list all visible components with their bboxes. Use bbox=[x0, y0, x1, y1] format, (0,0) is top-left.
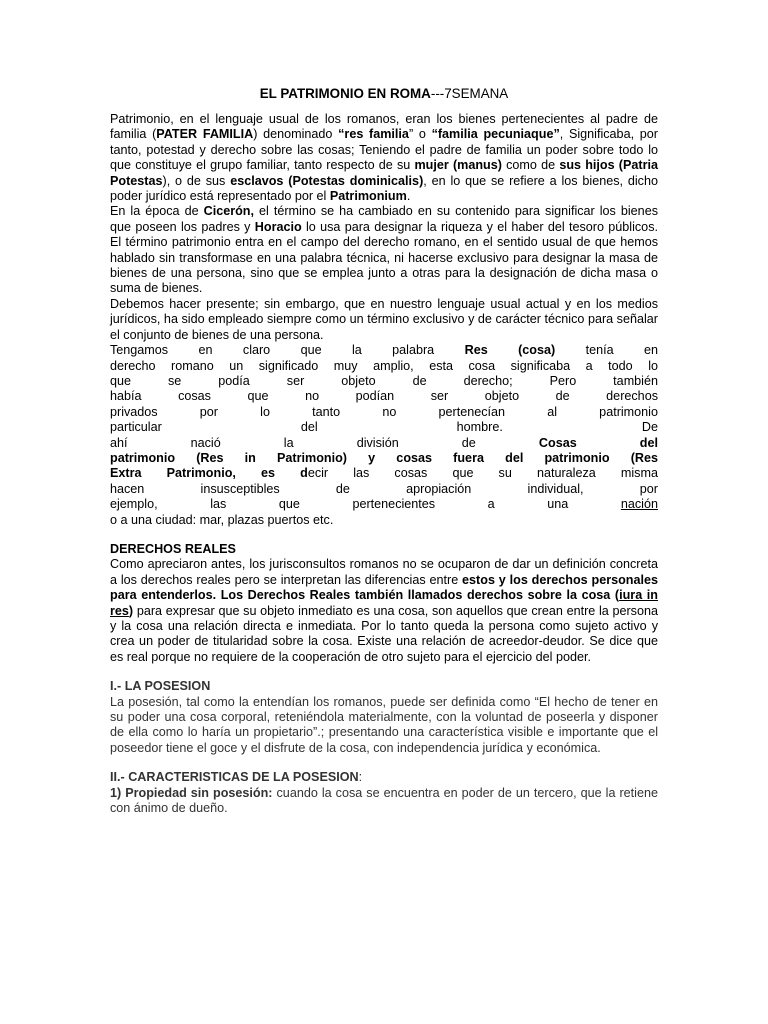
res-line-10: hacen insusceptibles de apropiación individual, por bbox=[110, 481, 658, 496]
caracteristicas-heading-text: II.- CARACTERISTICAS DE LA POSESION bbox=[110, 770, 359, 785]
res-line-12: o a una ciudad: mar, plazas puertos etc. bbox=[110, 512, 334, 527]
res-line-6: particular del hombre. De bbox=[110, 420, 658, 435]
p1-text-6: ), o de sus bbox=[162, 173, 231, 188]
res-line-9-bold: Extra Patrimonio, es d bbox=[110, 466, 308, 481]
paragraph-debemos: Debemos hacer presente; sin embargo, que en nuestro lenguaje usual actual y en los medios jurídicos, ha sido empleado siempre como un término exclusivo y de carácter técnico para señalar el conjunto de bienes de una persona. bbox=[110, 296, 658, 342]
paragraph-res-cosa bbox=[110, 343, 658, 528]
res-line-7-bold: Cosas del bbox=[538, 435, 658, 450]
title-suffix: ---7SEMANA bbox=[430, 86, 509, 101]
res-line-11 bbox=[110, 497, 658, 512]
spacer bbox=[110, 665, 658, 679]
paragraph-ciceron bbox=[110, 204, 658, 296]
p2-text-1: En la época de bbox=[110, 204, 204, 219]
p1-text-7: , en lo que se refiere a los bienes, dicho poder jurídico está representado por el bbox=[110, 173, 658, 204]
dr-underlined-iura: iura in res bbox=[110, 588, 659, 618]
spacer bbox=[110, 528, 658, 542]
dr-text-1: Como apreciaron antes, los jurisconsultos romanos no se ocuparon de dar un definición concreta a los derechos reales pero se interpretan las diferencias entre bbox=[110, 557, 658, 587]
dr-text-2: para expresar que su objeto inmediato es una cosa, son aquellos que crean entre la persona y la cosa una relación directa e inmediata. Por lo tanto queda la persona como sujeto activo y crea un poder de titularidad sobre la cosa. Existe una relación de acreedor-deudor. Se dice que es real porque no requiere de la cooperación de otro sujeto para el ejercicio del poder. bbox=[110, 603, 658, 664]
res-line-7 bbox=[110, 436, 658, 451]
p2-bold-horacio: Horacio bbox=[254, 219, 302, 234]
paragraph-la-posesion: La posesión, tal como la entendían los romanos, puede ser definida como “El hecho de tener en su poder una cosa corporal, reteniéndola materialmente, con la voluntad de poseerla y disponer de ella como lo haría un propietario”.; presentando una característica visible e importante que el poseedor tiene el goce y el disfrute de la cosa, con independencia jurídica y económica. bbox=[110, 694, 658, 755]
p1-bold-hijos: sus hijos (Patria Potestas bbox=[110, 158, 658, 188]
p1-bold-pater-familia: PATER FAMILIA bbox=[156, 127, 254, 142]
heading-caracteristicas bbox=[110, 770, 658, 785]
res-line-7-text: ahí nació la división de bbox=[110, 435, 539, 450]
p1-bold-mujer: mujer (manus) bbox=[414, 158, 502, 173]
p1-text-2: ) denominado bbox=[253, 127, 339, 142]
res-line-3: que se podía ser objeto de derecho; Pero también bbox=[110, 373, 658, 388]
item-1-text: cuando la cosa se encuentra en poder de un tercero, que la retiene con ánimo de dueño. bbox=[110, 785, 658, 816]
p1-bold-esclavos: esclavos (Potestas dominicalis) bbox=[230, 173, 424, 188]
p1-text-4: , Significaba, por tanto, potestad y derecho sobre las cosas; Teniendo el padre de familia un poder sobre todo lo que constituye el grupo familiar, tanto respecto de su bbox=[110, 127, 658, 173]
res-line-9 bbox=[110, 466, 658, 481]
document-title bbox=[110, 85, 658, 103]
res-line-1-end: tenía en bbox=[555, 343, 658, 358]
heading-la-posesion: I.- LA POSESION bbox=[110, 679, 211, 694]
p1-text-8: . bbox=[406, 189, 411, 204]
p1-bold-patrimonium: Patrimonium bbox=[329, 189, 407, 204]
spacer bbox=[110, 756, 658, 770]
p2-text-2: el término se ha cambiado en su contenido para significar los bienes que poseen los padres y bbox=[110, 204, 658, 234]
title-main: EL PATRIMONIO EN ROMA bbox=[259, 86, 431, 101]
dr-bold-2: ) bbox=[128, 603, 134, 618]
paragraph-derechos-reales bbox=[110, 557, 658, 665]
res-line-1-bold: Res (cosa) bbox=[464, 343, 556, 358]
res-line-8 bbox=[110, 451, 658, 466]
res-line-4: había cosas que no podían ser objeto de derechos bbox=[110, 389, 658, 404]
p1-text-5: como de bbox=[501, 158, 560, 173]
res-line-2: derecho romano un significado muy amplio, esta cosa significaba a todo lo bbox=[110, 358, 658, 373]
res-line-9-text: ecir las cosas que su naturaleza misma bbox=[307, 466, 658, 481]
caracteristicas-colon: : bbox=[358, 770, 363, 785]
p1-bold-familia-pecuniaque: “familia pecuniaque” bbox=[431, 127, 560, 142]
res-line-11-underlined: nación bbox=[620, 497, 658, 512]
p1-text-3: ” o bbox=[408, 127, 432, 142]
p1-bold-res-familia: “res familia bbox=[338, 127, 409, 142]
p1-text-1: Patrimonio, en el lenguaje usual de los romanos, eran los bienes pertenecientes al padre de familia ( bbox=[110, 112, 658, 142]
p2-text-3: lo usa para designar la riqueza y el haber del tesoro públicos. El término patrimonio entra en el campo del derecho romano, en el sentido usual de que hemos hablado sin transformase en una palabra técnica, ni hacerse exclusivo para designar la masa de bienes de una persona, sino que se emplea junto a otras para la designación de dicha masa o suma de bienes. bbox=[110, 219, 658, 296]
paragraph-propiedad-sin-posesion bbox=[110, 786, 658, 817]
res-line-8-bold: patrimonio (Res in Patrimonio) y cosas fuera del patrimonio (Res bbox=[110, 450, 658, 465]
dr-bold-1: estos y los derechos personales para entenderlos. Los Derechos Reales también llamados derechos sobre la cosa ( bbox=[110, 572, 659, 603]
res-line-1-text: Tengamos en claro que la palabra bbox=[110, 343, 465, 358]
document-body bbox=[110, 112, 658, 816]
res-line-11-text: ejemplo, las que pertenecientes a una bbox=[110, 497, 621, 512]
heading-derechos-reales: DERECHOS REALES bbox=[110, 541, 236, 556]
paragraph-patrimonio bbox=[110, 112, 658, 204]
res-line-5: privados por lo tanto no pertenecían al patrimonio bbox=[110, 404, 658, 419]
item-1-bold: 1) Propiedad sin posesión: bbox=[110, 785, 273, 800]
p2-bold-ciceron: Cicerón, bbox=[203, 204, 254, 219]
res-line-1 bbox=[110, 343, 658, 358]
